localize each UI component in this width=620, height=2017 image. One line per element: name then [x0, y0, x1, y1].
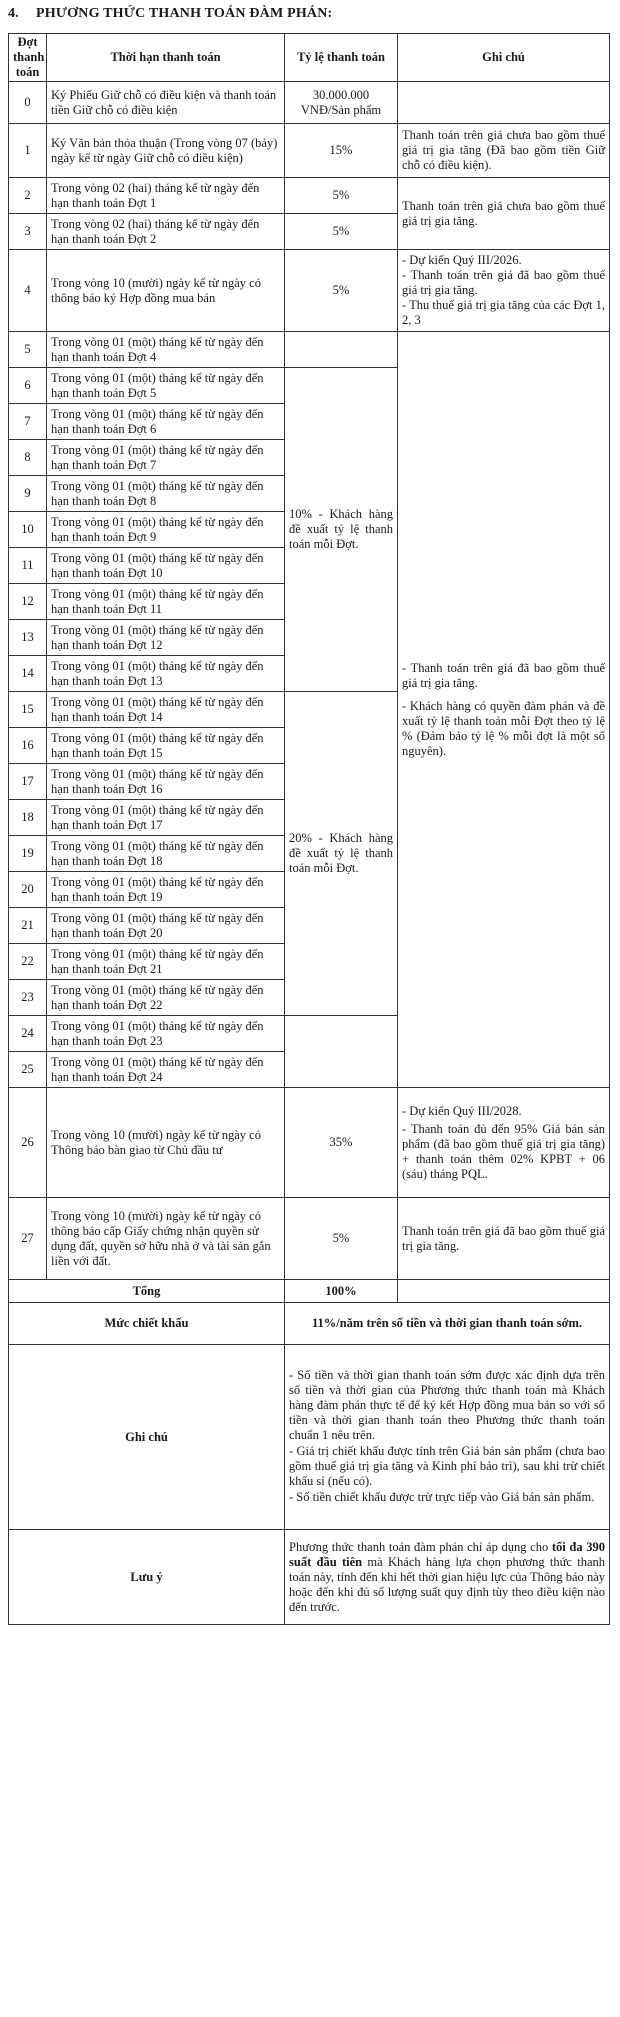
table-row — [9, 332, 610, 368]
note-line: - Khách hàng có quyền đàm phán và đề xuất tỷ lệ thanh toán mỗi Đợt theo tỷ lệ % (Đảm bảo tỷ lệ % mỗi đợt là một số nguyên). — [402, 698, 605, 758]
installment-note — [398, 1088, 610, 1198]
installment-note — [398, 332, 610, 1088]
caution-row — [9, 1530, 610, 1625]
installment-term: Trong vòng 01 (một) tháng kể từ ngày đến hạn thanh toán Đợt 14 — [47, 692, 285, 728]
installment-term: Trong vòng 01 (một) tháng kể từ ngày đến hạn thanh toán Đợt 6 — [47, 404, 285, 440]
installment-rate: 5% — [285, 1198, 398, 1280]
installment-term: Ký Phiếu Giữ chỗ có điều kiện và thanh toán tiền Giữ chỗ có điều kiện — [47, 82, 285, 124]
installment-term: Trong vòng 02 (hai) tháng kể từ ngày đến hạn thanh toán Đợt 1 — [47, 178, 285, 214]
installment-number: 14 — [9, 656, 47, 692]
remarks-label: Ghi chú — [9, 1345, 285, 1530]
installment-number: 11 — [9, 548, 47, 584]
installment-number: 18 — [9, 800, 47, 836]
installment-number: 19 — [9, 836, 47, 872]
remarks-row — [9, 1345, 610, 1530]
total-row — [9, 1280, 610, 1303]
installment-number: 0 — [9, 82, 47, 124]
installment-number: 15 — [9, 692, 47, 728]
installment-number: 6 — [9, 368, 47, 404]
discount-label: Mức chiết khấu — [9, 1303, 285, 1345]
installment-term: Trong vòng 01 (một) tháng kể từ ngày đến hạn thanh toán Đợt 17 — [47, 800, 285, 836]
installment-number: 9 — [9, 476, 47, 512]
installment-term: Trong vòng 01 (một) tháng kể từ ngày đến hạn thanh toán Đợt 18 — [47, 836, 285, 872]
installment-term: Trong vòng 01 (một) tháng kể từ ngày đến hạn thanh toán Đợt 23 — [47, 1016, 285, 1052]
installment-term: Trong vòng 01 (một) tháng kể từ ngày đến hạn thanh toán Đợt 21 — [47, 944, 285, 980]
note-line: - Dự kiến Quý III/2028. — [402, 1103, 522, 1118]
table-row — [9, 82, 610, 124]
header-installment: Đợt thanh toán — [9, 34, 47, 82]
installment-number: 23 — [9, 980, 47, 1016]
installment-note: Thanh toán trên giá đã bao gồm thuế giá trị gia tăng. — [398, 1198, 610, 1280]
header-deadline: Thời hạn thanh toán — [47, 34, 285, 82]
total-label: Tổng — [9, 1280, 285, 1303]
section-number: 4. — [8, 6, 19, 21]
installment-rate: 35% — [285, 1088, 398, 1198]
installment-number: 2 — [9, 178, 47, 214]
installment-term: Trong vòng 01 (một) tháng kể từ ngày đến hạn thanh toán Đợt 24 — [47, 1052, 285, 1088]
installment-term: Trong vòng 01 (một) tháng kể từ ngày đến hạn thanh toán Đợt 4 — [47, 332, 285, 368]
section-title: PHƯƠNG THỨC THANH TOÁN ĐÀM PHÁN: — [36, 6, 333, 21]
installment-term: Trong vòng 01 (một) tháng kể từ ngày đến hạn thanh toán Đợt 16 — [47, 764, 285, 800]
installment-term: Trong vòng 01 (một) tháng kể từ ngày đến hạn thanh toán Đợt 9 — [47, 512, 285, 548]
note-line: - Dự kiến Quý III/2026. — [402, 253, 522, 267]
payment-schedule-table — [8, 33, 610, 1625]
discount-row — [9, 1303, 610, 1345]
installment-number: 7 — [9, 404, 47, 440]
table-header-row — [9, 34, 610, 82]
group-rate: 20% - Khách hàng đề xuất tỷ lệ thanh toán mỗi Đợt. — [285, 692, 398, 1016]
installment-term: Trong vòng 01 (một) tháng kể từ ngày đến hạn thanh toán Đợt 13 — [47, 656, 285, 692]
table-row — [9, 124, 610, 178]
installment-term: Trong vòng 01 (một) tháng kể từ ngày đến hạn thanh toán Đợt 19 — [47, 872, 285, 908]
installment-rate: 30.000.000 VNĐ/Sản phẩm — [285, 82, 398, 124]
installment-term: Trong vòng 01 (một) tháng kể từ ngày đến hạn thanh toán Đợt 10 — [47, 548, 285, 584]
installment-number: 24 — [9, 1016, 47, 1052]
remark-item: - Số tiền và thời gian thanh toán sớm được xác định dựa trên số tiền và thời gian của Phương thức thanh toán mà Khách hàng đàm phán thực tế để ký kết Hợp đồng mua bán so với số tiền và thời gian thanh toán theo Phương thức thanh toán chuẩn 1 nêu trên. — [289, 1368, 605, 1442]
total-value: 100% — [285, 1280, 398, 1303]
installment-rate — [285, 1016, 398, 1088]
installment-number: 13 — [9, 620, 47, 656]
installment-number: 26 — [9, 1088, 47, 1198]
installment-number: 20 — [9, 872, 47, 908]
table-row — [9, 1198, 610, 1280]
installment-note: Thanh toán trên giá chưa bao gồm thuế giá trị gia tăng. — [398, 178, 610, 250]
installment-number: 27 — [9, 1198, 47, 1280]
installment-number: 10 — [9, 512, 47, 548]
remarks-content — [285, 1345, 610, 1530]
caution-label: Lưu ý — [9, 1530, 285, 1625]
installment-term: Trong vòng 10 (mười) ngày kể từ ngày có thông báo ký Hợp đồng mua bán — [47, 250, 285, 332]
total-note — [398, 1280, 610, 1303]
caution-highlight: tối đa 390 suất đầu tiên — [289, 1539, 605, 1569]
table-row — [9, 1088, 610, 1198]
installment-number: 17 — [9, 764, 47, 800]
installment-term: Trong vòng 01 (một) tháng kể từ ngày đến hạn thanh toán Đợt 12 — [47, 620, 285, 656]
installment-note — [398, 250, 610, 332]
section-heading — [0, 0, 620, 34]
installment-number: 12 — [9, 584, 47, 620]
installment-rate: 15% — [285, 124, 398, 178]
installment-number: 4 — [9, 250, 47, 332]
installment-number: 1 — [9, 124, 47, 178]
installment-term: Trong vòng 01 (một) tháng kể từ ngày đến hạn thanh toán Đợt 22 — [47, 980, 285, 1016]
remark-item: - Số tiền chiết khấu được trừ trực tiếp vào Giá bán sản phẩm. — [289, 1490, 595, 1504]
installment-number: 22 — [9, 944, 47, 980]
installment-term: Trong vòng 01 (một) tháng kể từ ngày đến hạn thanh toán Đợt 7 — [47, 440, 285, 476]
installment-term: Trong vòng 01 (một) tháng kể từ ngày đến hạn thanh toán Đợt 8 — [47, 476, 285, 512]
installment-number: 5 — [9, 332, 47, 368]
installment-number: 25 — [9, 1052, 47, 1088]
table-row — [9, 178, 610, 214]
installment-term: Trong vòng 10 (mười) ngày kể từ ngày có thông báo cấp Giấy chứng nhận quyền sử dụng đất, quyền sở hữu nhà ở và tài sản gắn liền với đất. — [47, 1198, 285, 1280]
installment-term: Trong vòng 01 (một) tháng kể từ ngày đến hạn thanh toán Đợt 15 — [47, 728, 285, 764]
installment-rate — [285, 332, 398, 368]
discount-value: 11%/năm trên số tiền và thời gian thanh toán sớm. — [285, 1303, 610, 1345]
installment-number: 8 — [9, 440, 47, 476]
installment-number: 16 — [9, 728, 47, 764]
installment-number: 21 — [9, 908, 47, 944]
installment-term: Trong vòng 01 (một) tháng kể từ ngày đến hạn thanh toán Đợt 5 — [47, 368, 285, 404]
table-row — [9, 250, 610, 332]
note-spacer — [402, 691, 605, 699]
remark-item: - Giá trị chiết khấu được tính trên Giá bán sản phẩm (chưa bao gồm thuế giá trị gia tăng và Kinh phí bảo trì), sau khi trừ chiết khấu sỉ (nếu có). — [289, 1444, 605, 1488]
installment-term: Trong vòng 01 (một) tháng kể từ ngày đến hạn thanh toán Đợt 11 — [47, 584, 285, 620]
installment-note: Thanh toán trên giá chưa bao gồm thuế giá trị gia tăng (Đã bao gồm tiền Giữ chỗ có điều kiện). — [398, 124, 610, 178]
header-notes: Ghi chú — [398, 34, 610, 82]
installment-term: Trong vòng 02 (hai) tháng kể từ ngày đến hạn thanh toán Đợt 2 — [47, 214, 285, 250]
installment-term: Trong vòng 10 (mười) ngày kể từ ngày có Thông báo bàn giao từ Chủ đầu tư — [47, 1088, 285, 1198]
installment-number: 3 — [9, 214, 47, 250]
installment-term: Ký Văn bản thỏa thuận (Trong vòng 07 (bảy) ngày kể từ ngày Giữ chỗ có điều kiện) — [47, 124, 285, 178]
installment-rate: 5% — [285, 178, 398, 214]
installment-note — [398, 82, 610, 124]
installment-term: Trong vòng 01 (một) tháng kể từ ngày đến hạn thanh toán Đợt 20 — [47, 908, 285, 944]
caution-text-after: mà Khách hàng lựa chọn phương thức thanh toán này, tính đến khi hết thời gian hiệu lực của Thông báo này hoặc đến khi đủ số lượng suất quy định tùy theo điều kiện nào đến trước. — [289, 1554, 605, 1614]
installment-rate: 5% — [285, 250, 398, 332]
caution-content — [285, 1530, 610, 1625]
caution-text-before: Phương thức thanh toán đàm phán chỉ áp dụng cho — [289, 1539, 552, 1554]
installment-rate: 5% — [285, 214, 398, 250]
group-rate: 10% - Khách hàng đề xuất tỷ lệ thanh toán mỗi Đợt. — [285, 368, 398, 692]
note-line: - Thanh toán đủ đến 95% Giá bán sản phẩm (đã bao gồm thuế giá trị gia tăng) + thanh toán thêm 02% KPBT + 06 (sáu) tháng PQL. — [402, 1121, 605, 1181]
note-line: - Thanh toán trên giá đã bao gồm thuế giá trị gia tăng. — [402, 660, 605, 690]
note-line: - Thu thuế giá trị gia tăng của các Đợt 1, 2, 3 — [402, 298, 605, 327]
note-line: - Thanh toán trên giá đã bao gồm thuế giá trị gia tăng. — [402, 268, 605, 297]
header-rate: Tỷ lệ thanh toán — [285, 34, 398, 82]
